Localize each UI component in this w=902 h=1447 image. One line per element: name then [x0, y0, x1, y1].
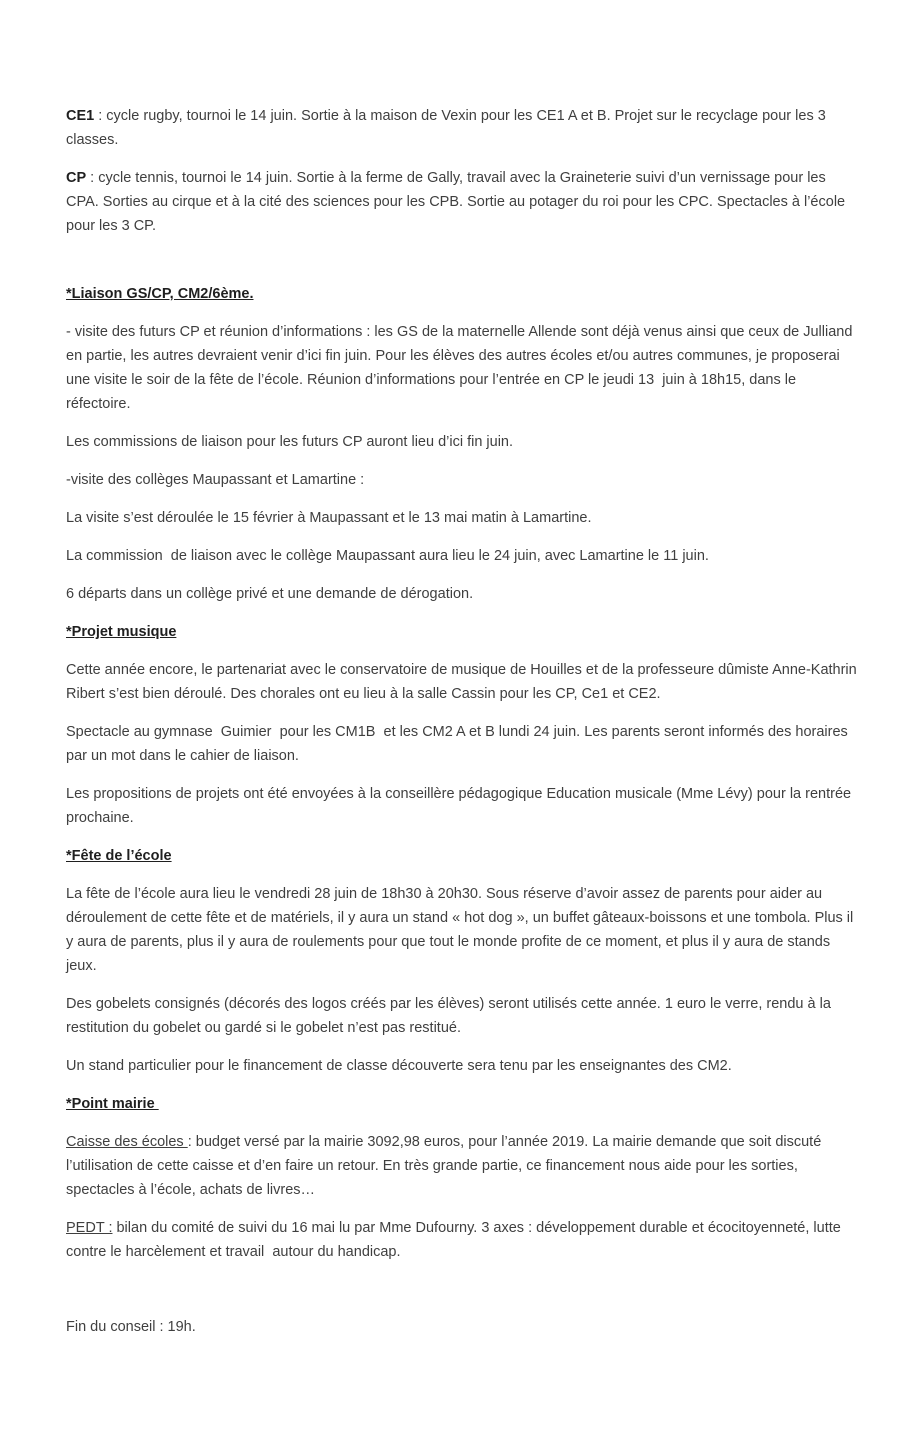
paragraph-text: - visite des futurs CP et réunion d’informations : les GS de la maternelle Allende sont déjà venus ainsi que ceux de Julliand en partie, les autres devraient venir d’ici fin juin. Pour les élèves des autres écoles et/ou autres communes, je proposerai une visite le soir de la fête de l’école. Réunion d’informations pour l’entrée en CP le jeudi 13 juin à 18h15, dans le réfectoire.	[66, 324, 857, 412]
paragraph-lead-pedt: PEDT :	[66, 1220, 113, 1236]
section-heading-point-mairie	[66, 1092, 862, 1116]
paragraph-text: 6 départs dans un collège privé et une demande de dérogation.	[66, 586, 474, 602]
paragraph-text: : budget versé par la mairie 3092,98 euros, pour l’année 2019. La mairie demande que soit discuté l’utilisation de cette caisse et d’en faire un retour. En très grande partie, ce financement nous aide pour les sorties, spectacles à l’école, achats de livres…	[66, 1134, 826, 1198]
paragraph-conservatoire	[66, 658, 862, 706]
paragraph-commissions-liaison	[66, 430, 862, 454]
paragraph-text: -visite des collèges Maupassant et Lamartine :	[66, 472, 365, 488]
paragraph-text: : cycle rugby, tournoi le 14 juin. Sortie à la maison de Vexin pour les CE1 A et B. Projet sur le recyclage pour les 3 classes.	[66, 108, 830, 148]
paragraph-text: Spectacle au gymnase Guimier pour les CM1B et les CM2 A et B lundi 24 juin. Les parents seront informés des horaires par un mot dans le cahier de liaison.	[66, 724, 852, 764]
section-heading-fete-ecole	[66, 844, 862, 868]
paragraph-text: Des gobelets consignés (décorés des logos créés par les élèves) seront utilisés cette année. 1 euro le verre, rendu à la restitution du gobelet ou gardé si le gobelet n’est pas restitué.	[66, 996, 835, 1036]
paragraph-spectacle-gymnase	[66, 720, 862, 768]
paragraph-text: Un stand particulier pour le financement de classe découverte sera tenu par les enseignantes des CM2.	[66, 1058, 732, 1074]
paragraph-pedt	[66, 1216, 862, 1264]
paragraph-fete-ecole	[66, 882, 862, 978]
paragraph-caisse-ecoles	[66, 1130, 862, 1202]
paragraph-commission-maupassant	[66, 544, 862, 568]
section-heading-text: *Liaison GS/CP, CM2/6ème.	[66, 286, 254, 302]
paragraph-text: Les commissions de liaison pour les futurs CP auront lieu d’ici fin juin.	[66, 434, 514, 450]
paragraph-lead-caisse: Caisse des écoles	[66, 1134, 188, 1150]
paragraph-visite-deroulee	[66, 506, 862, 530]
paragraph-text: La visite s’est déroulée le 15 février à Maupassant et le 13 mai matin à Lamartine.	[66, 510, 592, 526]
paragraph-text: La fête de l’école aura lieu le vendredi 28 juin de 18h30 à 20h30. Sous réserve d’avoir assez de parents pour aider au déroulement de cette fête et de matériels, il y aura un stand « hot dog », un buffet gâteaux-boissons et une tombola. Plus il y aura de parents, plus il y aura de roulements pour que tout le monde profite de ce moment, et plus il y aura de stands jeux.	[66, 886, 858, 974]
paragraph-text: Cette année encore, le partenariat avec le conservatoire de musique de Houilles et de la professeure dûmiste Anne-Kathrin Ribert s’est bien déroulé. Des chorales ont eu lieu à la salle Cassin pour les CP, Ce1 et CE2.	[66, 662, 861, 702]
paragraph-gobelets	[66, 992, 862, 1040]
paragraph-fin-conseil	[66, 1315, 862, 1339]
paragraph-visite-futurs-cp	[66, 320, 862, 416]
paragraph-stand-cm2	[66, 1054, 862, 1078]
section-heading-text: *Projet musique	[66, 624, 177, 640]
paragraph-ce1	[66, 104, 862, 152]
paragraph-lead-ce1: CE1	[66, 108, 95, 124]
paragraph-propositions-projets	[66, 782, 862, 830]
paragraph-visite-colleges	[66, 468, 862, 492]
section-heading-liaison	[66, 282, 862, 306]
paragraph-text: Les propositions de projets ont été envoyées à la conseillère pédagogique Education musicale (Mme Lévy) pour la rentrée prochaine.	[66, 786, 856, 826]
paragraph-text: : cycle tennis, tournoi le 14 juin. Sortie à la ferme de Gally, travail avec la Graineterie suivi d’un vernissage pour les CPA. Sorties au cirque et à la cité des sciences pour les CPB. Sortie au potager du roi pour les CPC. Spectacles à l’école pour les 3 CP.	[66, 170, 850, 234]
paragraph-text: bilan du comité de suivi du 16 mai lu par Mme Dufourny. 3 axes : développement durable et écocitoyenneté, lutte contre le harcèlement et travail autour du handicap.	[66, 1220, 845, 1260]
section-heading-text: *Point mairie	[66, 1096, 159, 1112]
paragraph-lead-cp: CP	[66, 170, 87, 186]
paragraph-departs-college-prive	[66, 582, 862, 606]
section-heading-projet-musique	[66, 620, 862, 644]
section-heading-text: *Fête de l’école	[66, 848, 172, 864]
paragraph-text: Fin du conseil : 19h.	[66, 1319, 196, 1335]
paragraph-text: La commission de liaison avec le collège Maupassant aura lieu le 24 juin, avec Lamartine le 11 juin.	[66, 548, 709, 564]
paragraph-cp	[66, 166, 862, 238]
